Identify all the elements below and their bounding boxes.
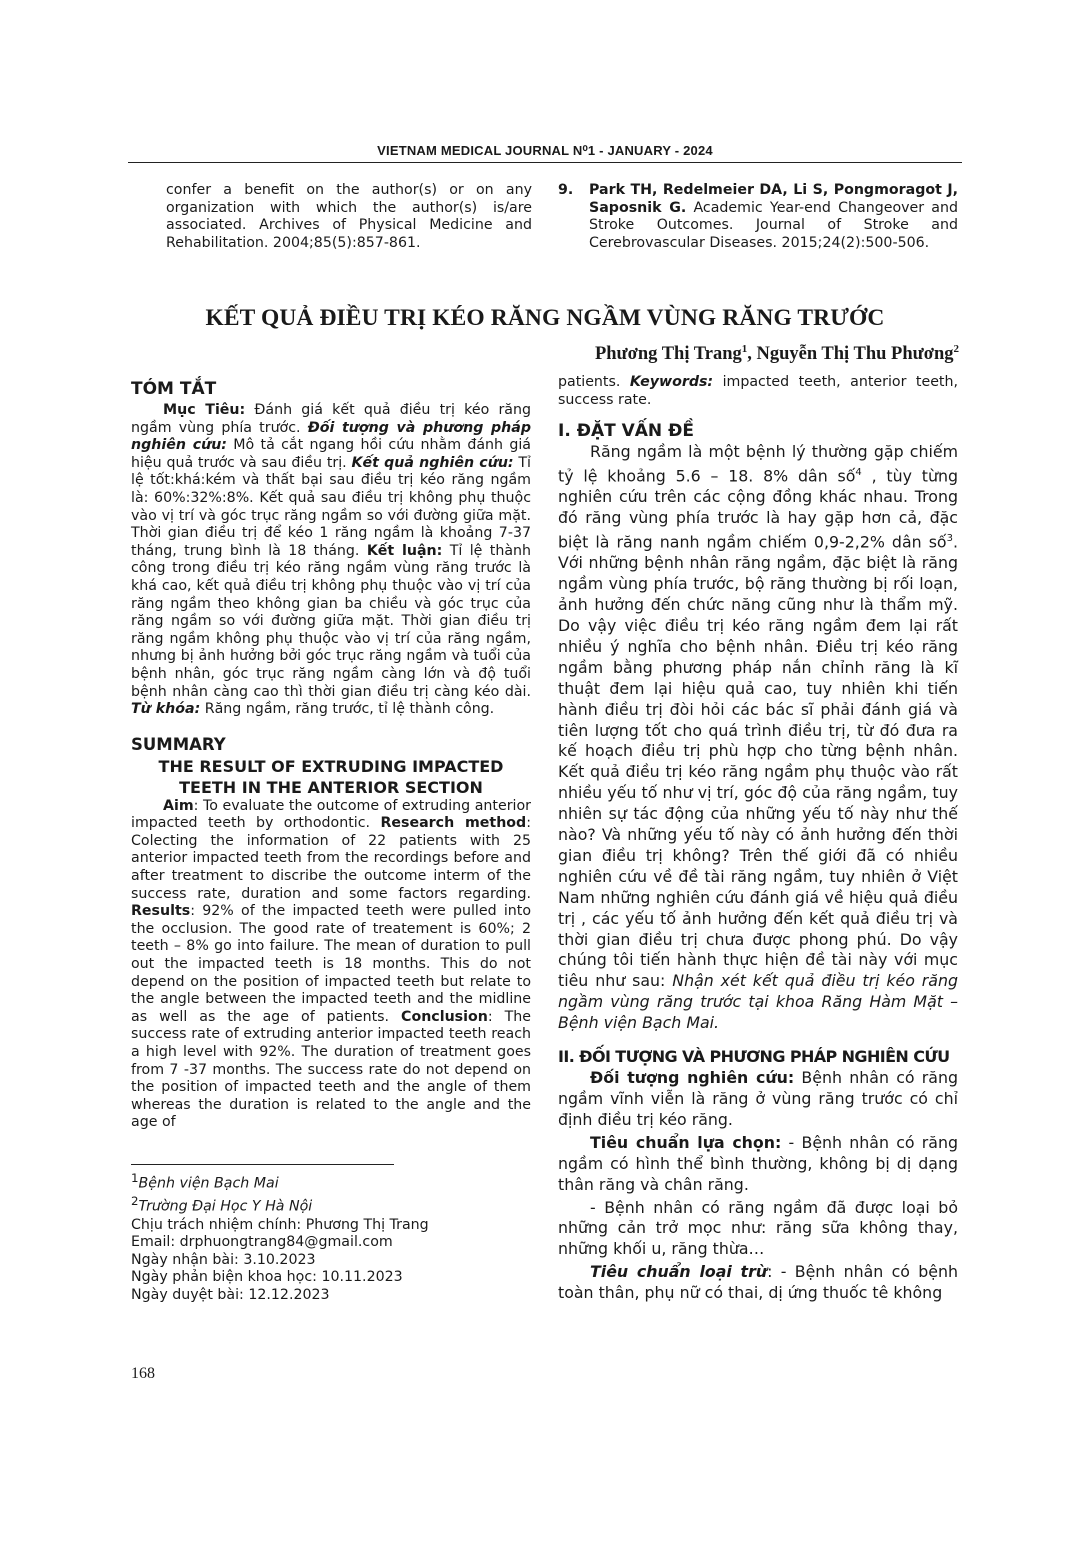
abstract-results-text: Tỉ lệ tốt:khá:kém và thất bại sau điều trị kéo răng ngầm là: 60%:32%:8%. Kết quả sau điều trị không phụ thuộc vào vị trí và góc trục răng ngầm so với đường giữa mặt. Thời gian điều trị để kéo 1 răng ngầm là khoảng 7-37 tháng, trung bình là 18 tháng. (131, 454, 531, 559)
footnote-rule (131, 1164, 394, 1165)
footnote-affil-1-text: Bệnh viện Bạch Mai (138, 1175, 279, 1192)
intro-heading: I. ĐẶT VẤN ĐỀ (558, 421, 694, 442)
methods-heading: II. ĐỐI TƯỢNG VÀ PHƯƠNG PHÁP NGHIÊN CỨU (558, 1047, 950, 1067)
abstract-method-label: Đối tượng và phương pháp nghiên cứu: (131, 419, 531, 454)
summary-aim-label: Aim (163, 797, 194, 814)
summary-method-text: : Colecting the information of 22 patients with 25 anterior impacted teeth from the recordings before and after treatment to discribe the outcome interm of the success rate, duration and some factors regarding. (131, 815, 531, 902)
summary-keywords-label: Keywords: (629, 374, 714, 390)
summary-conclusion-label: Conclusion (401, 1008, 488, 1025)
abstract-keywords-label: Từ khóa: (131, 701, 201, 718)
reference-text (589, 182, 958, 252)
summary-title-line-2: TEETH IN THE ANTERIOR SECTION (179, 777, 483, 797)
methods-exclusion-label: Tiêu chuẩn loại trừ (590, 1262, 768, 1282)
intro-paragraph (558, 442, 958, 1034)
methods-subjects-label: Đối tượng nghiên cứu: (590, 1068, 795, 1088)
header-rule (128, 162, 962, 163)
methods-exclusion-text: : - Bệnh nhân có bệnh toàn thân, phụ nữ có thai, dị ứng thuốc tê không (558, 1262, 959, 1303)
methods-exclusion (558, 1262, 958, 1304)
reference-number: 9. (558, 182, 574, 198)
abstract-aim-text: Đánh giá kết quả điều trị kéo răng ngầm vùng phía trước. (131, 402, 531, 436)
intro-text-1: Răng ngầm là một bệnh lý thường gặp chiếm tỷ lệ khoảng 5.6 – 18. 8% dân số (558, 442, 958, 486)
author-1: Phương Thị Trang (594, 344, 742, 365)
footnote-corresponding: Chịu trách nhiệm chính: Phương Thị Trang (131, 1216, 429, 1233)
citation-3: 3 (946, 533, 953, 545)
author-2-affil: 2 (953, 343, 959, 355)
abstract-heading: TÓM TẮT (131, 379, 217, 399)
intro-objective: Nhận xét kết quả điều trị kéo răng ngầm vùng răng trước tại khoa Răng Hàm Mặt – Bệnh viện Bạch Mai. (558, 971, 958, 1033)
page-number: 168 (131, 1365, 155, 1382)
intro-text-2: , tùy từng nghiên cứu trên các cộng đồng khác nhau. Trong đó răng vùng phía trước là hay gặp hơn cả, đặc biệt là răng nanh ngầm chiếm 0,9-2,2% dân số (558, 466, 958, 552)
footnote-accepted: Ngày duyệt bài: 12.12.2023 (131, 1287, 330, 1303)
summary-heading: SUMMARY (131, 734, 226, 754)
intro-text-3: . Với những bệnh nhân răng ngầm, đặc biệt là răng ngầm vùng phía trước, bộ răng thường bị rối loạn, ảnh hưởng đến chức năng cũng như là thẩm mỹ. Do vậy việc điều trị kéo răng ngầm đem lại rất nhiều ý nghĩa cho bệnh nhân. Điều trị kéo răng ngầm bằng phương pháp nắn chỉnh răng là kĩ thuật đem lại hiệu quả cao, tuy nhiên khi tiến hành điều trị đòi hỏi các bác sĩ phải đánh giá và tiên lượng tốt cho quá trình điều trị, từ đó đưa ra kế hoạch điều trị phù hợp cho từng bệnh nhân. Kết quả điều trị kéo răng ngầm phụ thuộc vào rất nhiều yếu tố như vị trí, góc độ của răng ngầm, tuy nhiên sự tác động của những yếu tố này như thế nào? Và những yếu tố này có ảnh hưởng đến thời gian điều trị không? Trên thế giới đã có nhiều nghiên cứu về đề tài răng ngầm, tuy nhiên ở Việt Nam những nghiên cứu đánh giá về hiệu quả điều trị , các yếu tố ảnh hưởng đến kết quả điều trị và thời gian điều trị chưa được phong phú. Do vậy chúng tôi tiến hành thực hiện đề tài này với mục tiêu như sau: (558, 532, 958, 991)
abstract-conclusion-text: Tỉ lệ thành công trong điều trị kéo răng ngầm vùng răng trước là khá cao, kết quả điều trị không phụ thuộc vào vị trí của răng ngầm theo không gian ba chiều và góc trục của răng ngầm so với đường giữa mặt. Thời gian điều trị răng ngầm không phụ thuộc vào vị trí của răng ngầm, nhưng bị ảnh hưởng bởi góc trục răng ngầm và tuổi của bệnh nhân, góc trục răng ngầm càng lớn và độ tuổi bệnh nhân càng cao thì thời gian điều trị càng kéo dài. (131, 542, 531, 700)
abstract-keywords-text: Răng ngầm, răng trước, tỉ lệ thành công. (200, 701, 495, 718)
reference-authors: Park TH, Redelmeier DA, Li S, Pongmoragot J, Saposnik G. (589, 182, 958, 216)
summary-results-text: : 92% of the impacted teeth were pulled into the occlusion. The good rate of treatement is 60%; 2 teeth – 8% go into failure. The mean of duration to pull out the impacted teeth is 18 months. This do not depend on the position of impacted teeth but relate to the angle between the impacted teeth and the midline as well as the age of patients. (131, 903, 531, 1025)
methods-inclusion-label: Tiêu chuẩn lựa chọn: (590, 1132, 782, 1152)
methods-subjects (558, 1068, 958, 1131)
methods-subjects-text: Bệnh nhân có răng ngầm vĩnh viễn là răng ở vùng răng trước có chỉ định điều trị kéo răng. (558, 1068, 958, 1129)
abstract-conclusion-label: Kết luận: (366, 542, 443, 559)
journal-header: VIETNAM MEDICAL JOURNAL N⁰1 - JANUARY - 2024 (377, 143, 713, 158)
methods-inclusion (558, 1133, 958, 1196)
author-separator: , (747, 344, 757, 365)
footnote-received: Ngày nhận bài: 3.10.2023 (131, 1251, 316, 1268)
summary-text (131, 798, 531, 1132)
footnote-reviewed: Ngày phản biện khoa học: 10.11.2023 (131, 1269, 403, 1286)
summary-title-line-1: THE RESULT OF EXTRUDING IMPACTED (158, 756, 504, 776)
summary-keywords-text: impacted teeth, anterior teeth, success rate. (558, 374, 958, 408)
citation-4: 4 (855, 467, 862, 479)
article-title: KẾT QUẢ ĐIỀU TRỊ KÉO RĂNG NGẦM VÙNG RĂNG TRƯỚC (205, 305, 885, 331)
footnote-affil-2-text: Trường Đại Học Y Hà Nội (138, 1199, 313, 1216)
reference-source: Academic Year-end Changeover and Stroke Outcomes. Journal of Stroke and Cerebrovascular Diseases. 2015;24(2):500-506. (589, 199, 958, 251)
summary-results-label: Results (131, 903, 191, 920)
abstract-results-label: Kết quả nghiên cứu: (351, 454, 514, 471)
footnote-affil-2: $^2$Trường Đại Học Y Hà Nội (131, 1194, 313, 1216)
author-2: Nguyễn Thị Thu Phương (756, 344, 954, 365)
footnotes (131, 1170, 531, 1305)
author-line (595, 343, 959, 365)
footnote-affil-1: $^1$Bệnh viện Bạch Mai (131, 1170, 279, 1192)
summary-aim-text: : To evaluate the outcome of extruding anterior impacted teeth by orthodontic. (131, 797, 531, 832)
methods-inclusion-text: - Bệnh nhân có răng ngầm có hình thể bình thường, không bị dị dạng thân răng và chân răng. (558, 1132, 958, 1194)
abstract-aim-label: Mục Tiêu: (163, 402, 246, 418)
summary-cont-text: patients. (558, 374, 630, 390)
summary-continuation (558, 374, 958, 409)
right-column (558, 374, 958, 1304)
abstract-method-text: Mô tả cắt ngang hồi cứu nhằm đánh giá hiệu quả trước và sau điều trị. (131, 437, 532, 471)
left-column (131, 377, 531, 1305)
methods-inclusion-2: - Bệnh nhân có răng ngầm đã được loại bỏ những cản trở mọc như: răng sữa không thay, những khối u, răng thừa… (558, 1197, 958, 1259)
abstract-vi (131, 402, 531, 719)
reference-9 (558, 182, 958, 252)
summary-method-label: Research method (380, 815, 527, 832)
summary-conclusion-text: : The success rate of extruding anterior impacted teeth reach a high level with 92%. The duration of treatment goes from 7 -37 months. The success rate do not depend on the position of impacted teeth and the angle of them whereas the duration is related to the angle and the age of (131, 1008, 531, 1131)
author-1-affil: 1 (741, 343, 748, 355)
reference-continuation: confer a benefit on the author(s) or on any organization with which the author(s) is/are associated. Archives of Physical Medicine and Rehabilitation. 2004;85(5):857-861. (166, 182, 532, 251)
footnote-email: Email: drphuongtrang84@gmail.com (131, 1234, 393, 1251)
